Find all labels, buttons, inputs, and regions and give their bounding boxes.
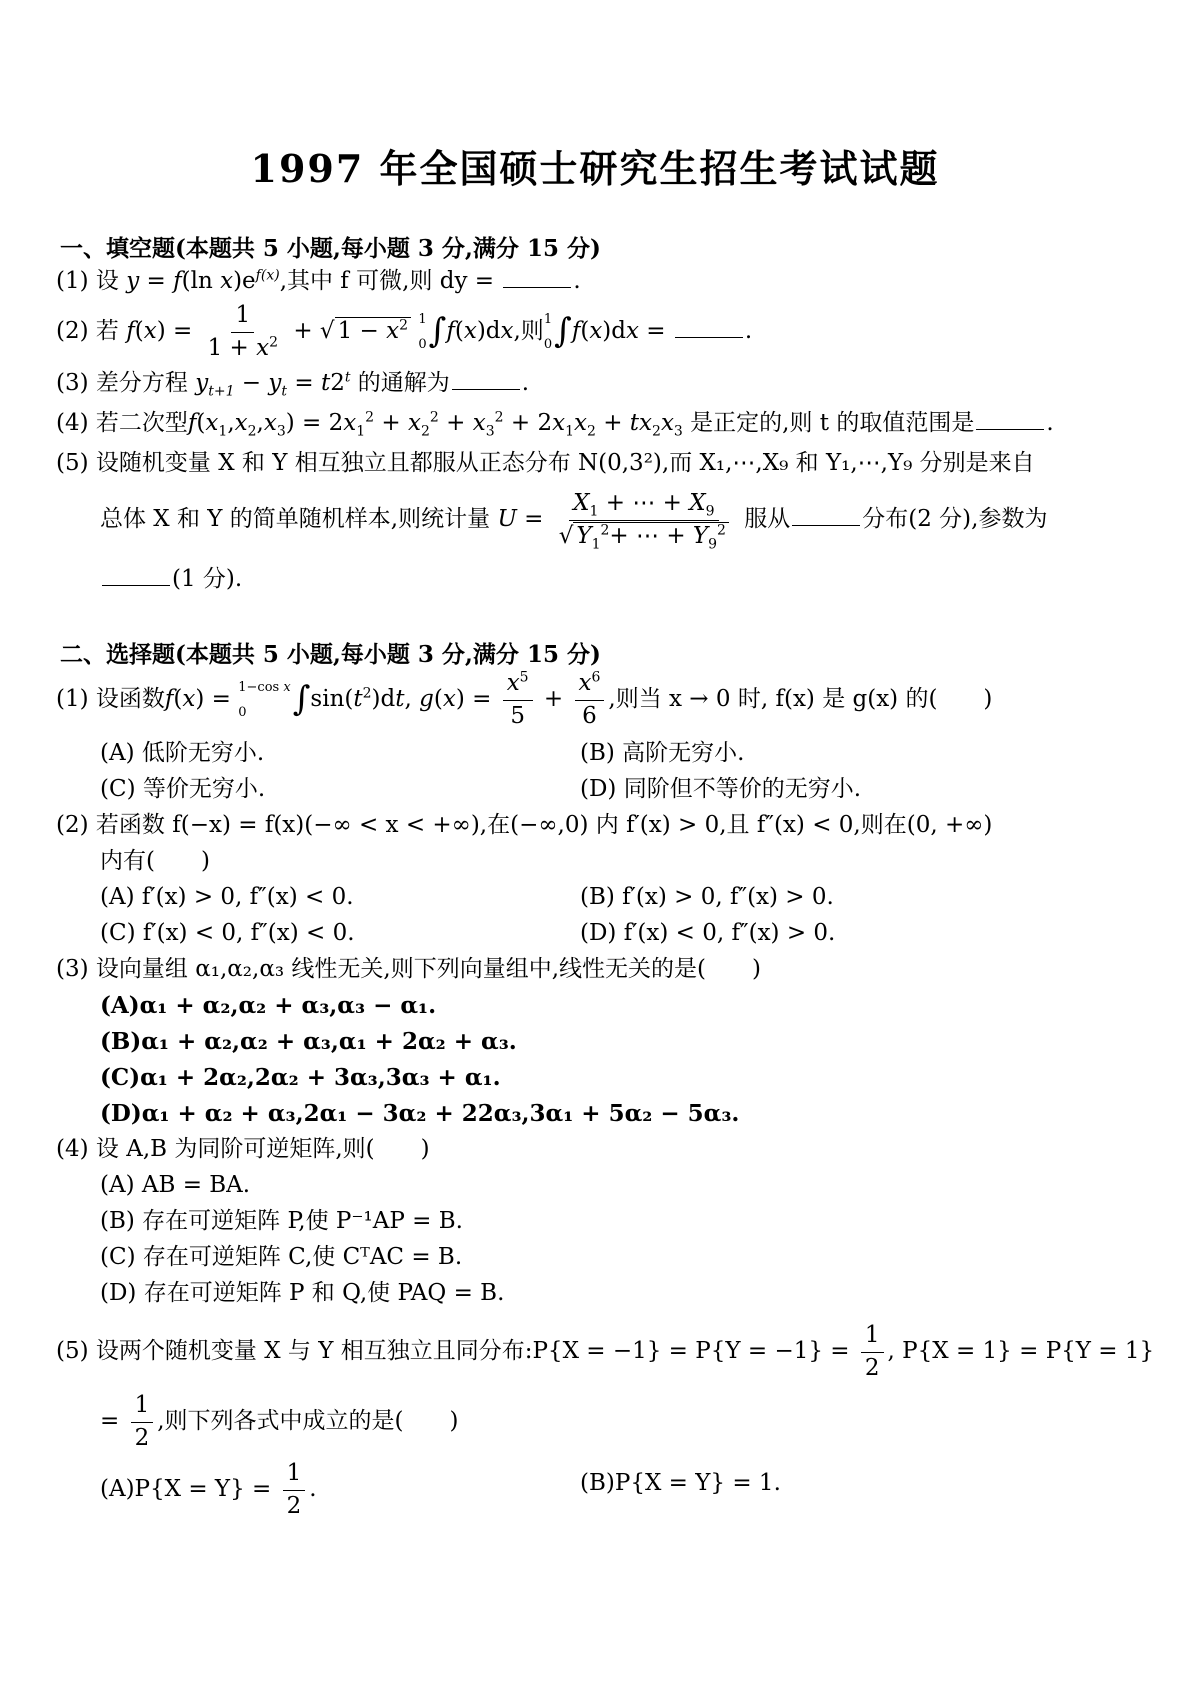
- s2-q4: (4) 设 A,B 为同阶可逆矩阵,则( ): [56, 1136, 430, 1162]
- answer-blank[interactable]: [792, 507, 860, 526]
- answer-blank[interactable]: [675, 319, 743, 338]
- s1-q5-line2: 总体 X 和 Y 的简单随机样本,则统计量 U = $\frac{X_1 + \cdots + X_9}{√ Y_1^2+ \cdots + Y_9^2}$ 服从 分布(2 分),参数为: [100, 490, 1048, 553]
- s2-q3: (3) 设向量组 α₁,α₂,α₃ 线性无关,则下列向量组中,线性无关的是( ): [56, 956, 761, 982]
- answer-blank[interactable]: [976, 411, 1044, 430]
- s2-q4-optA[interactable]: (A) AB = BA.: [100, 1172, 251, 1198]
- s2-q1-optB[interactable]: (B) 高阶无穷小.: [580, 740, 745, 766]
- s2-q1-optD[interactable]: (D) 同阶但不等价的无穷小.: [580, 776, 862, 802]
- s1-q5-line1: (5) 设随机变量 X 和 Y 相互独立且都服从正态分布 N(0,3²),而 X₁,⋯,X₉ 和 Y₁,⋯,Y₉ 分别是来自: [56, 450, 1035, 476]
- page-title: 1997 年全国硕士研究生招生考试试题: [250, 146, 940, 191]
- s2-q1-optC[interactable]: (C) 等价无穷小.: [100, 776, 266, 802]
- section2-header: 二、选择题(本题共 5 小题,每小题 3 分,满分 15 分): [60, 641, 601, 668]
- s2-q4-optD[interactable]: (D) 存在可逆矩阵 P 和 Q,使 PAQ = B.: [100, 1280, 505, 1306]
- s2-q4-optB[interactable]: (B) 存在可逆矩阵 P,使 P⁻¹AP = B.: [100, 1208, 463, 1234]
- answer-blank[interactable]: [452, 371, 520, 390]
- s2-q1: (1) 设函数f(x) = 1−cos x 0 $\int\sin(t^2)dt$, g(x) = $\frac{x^5}{5}$ + $\frac{x^6}{6}$ ,则当 x → 0 时, f(x) 是 g(x) 的( ): [56, 669, 993, 729]
- s1-q1: (1) 设 y = f(ln $x)e^{f(x)}$,其中 f 可微,则 dy = .: [56, 267, 581, 294]
- s1-q4: (4) 若二次型$f(x_1,x_2,x_3) = 2x_1^2 + x_2^2 + x_3^2 + 2x_1x_2 + tx_2x_3$ 是正定的,则 t 的取值范围是 .: [56, 409, 1054, 440]
- s2-q1-optA[interactable]: (A) 低阶无穷小.: [100, 740, 265, 766]
- s2-q2-optD[interactable]: (D) f′(x) < 0, f″(x) > 0.: [580, 920, 836, 946]
- s2-q3-optD[interactable]: (D)α₁ + α₂ + α₃,2α₁ − 3α₂ + 22α₃,3α₁ + 5α₂ − 5α₃.: [100, 1100, 740, 1127]
- answer-blank[interactable]: [503, 269, 571, 288]
- s1-q5-line3: (1 分).: [100, 566, 242, 594]
- s2-q3-optB[interactable]: (B)α₁ + α₂,α₂ + α₃,α₁ + 2α₂ + α₃.: [100, 1028, 517, 1055]
- s2-q5-line1: (5) 设两个随机变量 X 与 Y 相互独立且同分布:P{X = −1} = P{Y = −1} = $\frac{1}{2}$ , P{X = 1} = P{Y = 1}: [56, 1322, 1155, 1381]
- s2-q2-line2: 内有( ): [100, 848, 210, 874]
- s2-q2-optB[interactable]: (B) f′(x) > 0, f″(x) > 0.: [580, 884, 834, 910]
- s1-q2: (2) 若 f(x) = $\frac{1}{1 + x^2}$ + √ $1 - x^2$ 1 0 ∫f(x)dx,则 1 0 ∫f(x)dx = .: [56, 302, 753, 361]
- s2-q4-optC[interactable]: (C) 存在可逆矩阵 C,使 CᵀAC = B.: [100, 1244, 463, 1270]
- s2-q2-line1: (2) 若函数 f(−x) = f(x)(−∞ < x < +∞),在(−∞,0) 内 f′(x) > 0,且 f″(x) < 0,则在(0, +∞): [56, 812, 993, 838]
- s2-q2-optC[interactable]: (C) f′(x) < 0, f″(x) < 0.: [100, 920, 355, 946]
- s2-q3-optA[interactable]: (A)α₁ + α₂,α₂ + α₃,α₃ − α₁.: [100, 992, 437, 1019]
- s2-q5-optA[interactable]: (A)P{X = Y} = $\frac{1}{2}$ .: [100, 1460, 317, 1519]
- s2-q3-optC[interactable]: (C)α₁ + 2α₂,2α₂ + 3α₃,3α₃ + α₁.: [100, 1064, 501, 1091]
- section1-header: 一、填空题(本题共 5 小题,每小题 3 分,满分 15 分): [60, 235, 601, 262]
- s2-q5-optB[interactable]: (B)P{X = Y} = 1.: [580, 1470, 781, 1496]
- s2-q5-line2: = $\frac{1}{2}$ ,则下列各式中成立的是( ): [100, 1392, 459, 1451]
- s2-q2-optA[interactable]: (A) f′(x) > 0, f″(x) < 0.: [100, 884, 354, 910]
- s1-q3: (3) 差分方程 $y_{t+1} - y_t = t2^t$ 的通解为 .: [56, 369, 530, 400]
- answer-blank[interactable]: [102, 567, 170, 586]
